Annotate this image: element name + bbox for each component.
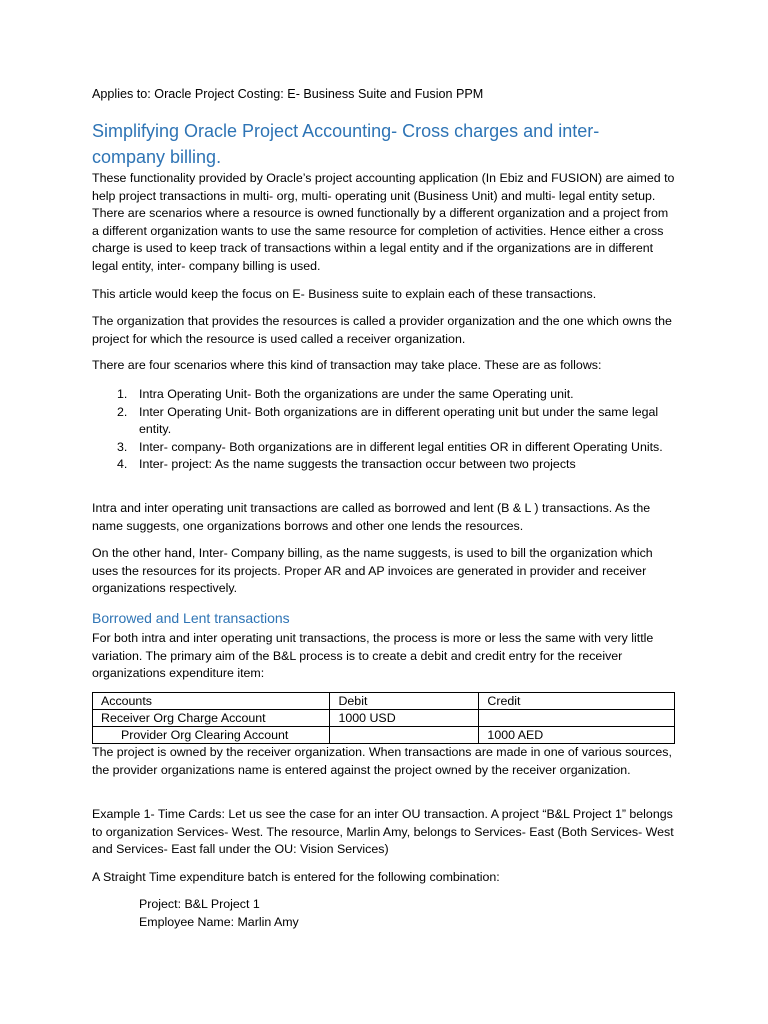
straight-time-paragraph: A Straight Time expenditure batch is entered for the following combination:	[92, 870, 500, 884]
example-paragraph: Example 1- Time Cards: Let us see the case for an inter OU transaction. A project “B&L Project 1” belongs to organization Services- West. The resource, Marlin Amy, belongs to Services- East (Both Services- West and Services- East fall under the OU: Vision Services)	[92, 807, 674, 857]
table-cell	[330, 727, 479, 744]
project-line: Project: B&L Project 1	[139, 897, 260, 911]
bl-process-paragraph: For both intra and inter operating unit transactions, the process is more or less the same with very little variation. The primary aim of the B&L process is to create a debit and credit entry for the receiver organizations expenditure item:	[92, 631, 654, 681]
provider-definition-paragraph: The organization that provides the resources is called a provider organization and the one which owns the project for which the resource is used called a receiver organization.	[92, 314, 672, 346]
list-number: 4.	[117, 457, 128, 472]
list-item	[92, 404, 684, 439]
intro-paragraph: These functionality provided by Oracle’s project accounting application (In Ebiz and FUSION) are aimed to help project transactions in multi- org, multi- operating unit (Business Unit) and multi- legal entity setup. There are scenarios where a resource is owned functionally by a different organization and a project from a different organization wants to use the same resource for completion of activities. Hence either a cross charge is used to keep track of transactions within a legal entity and if the organizations are in different legal entity, inter- company billing is used.	[92, 171, 675, 273]
list-text: Intra Operating Unit- Both the organizations are under the same Operating unit.	[139, 387, 574, 401]
borrowed-lent-heading: Borrowed and Lent transactions	[92, 610, 290, 626]
table-cell: 1000 USD	[330, 710, 479, 727]
scenarios-list	[92, 386, 684, 474]
table-header-accounts: Accounts	[93, 693, 330, 710]
table-cell: Provider Org Clearing Account	[93, 727, 330, 744]
list-text: Inter- project: As the name suggests the transaction occur between two projects	[139, 457, 576, 472]
table-header-debit: Debit	[330, 693, 479, 710]
table-cell	[479, 710, 675, 727]
list-text: Inter Operating Unit- Both organizations are in different operating unit but under the same legal entity.	[139, 404, 659, 437]
intercompany-billing-paragraph: On the other hand, Inter- Company billing, as the name suggests, is used to bill the organization which uses the resources for its projects. Proper AR and AP invoices are generated in provider and receiver organizations respectively.	[92, 546, 653, 596]
table-row	[93, 727, 675, 744]
list-number: 3.	[117, 439, 128, 454]
focus-paragraph: This article would keep the focus on E- Business suite to explain each of these transactions.	[92, 287, 597, 301]
accounts-table	[92, 692, 675, 744]
list-number: 2.	[117, 404, 128, 419]
list-item	[92, 439, 684, 457]
scenarios-intro-paragraph: There are four scenarios where this kind of transaction may take place. These are as follows:	[92, 358, 602, 372]
list-item	[92, 456, 684, 474]
table-cell: 1000 AED	[479, 727, 675, 744]
list-item	[92, 386, 684, 404]
borrowed-lent-paragraph: Intra and inter operating unit transactions are called as borrowed and lent (B & L ) transactions. As the name suggests, one organizations borrows and other one lends the resources.	[92, 501, 651, 533]
employee-line: Employee Name: Marlin Amy	[139, 915, 299, 929]
table-cell: Receiver Org Charge Account	[93, 710, 330, 727]
project-owned-paragraph: The project is owned by the receiver organization. When transactions are made in one of various sources, the provider organizations name is entered against the project owned by the receiver organization.	[92, 745, 672, 777]
table-header-credit: Credit	[479, 693, 675, 710]
applies-to-line: Applies to: Oracle Project Costing: E- Business Suite and Fusion PPM	[92, 87, 484, 101]
list-text: Inter- company- Both organizations are in different legal entities OR in different Operating Units.	[139, 439, 663, 454]
table-row	[93, 710, 675, 727]
page-title: Simplifying Oracle Project Accounting- Cross charges and inter- company billing.	[92, 121, 600, 167]
list-number: 1.	[117, 387, 128, 401]
table-header-row	[93, 693, 675, 710]
